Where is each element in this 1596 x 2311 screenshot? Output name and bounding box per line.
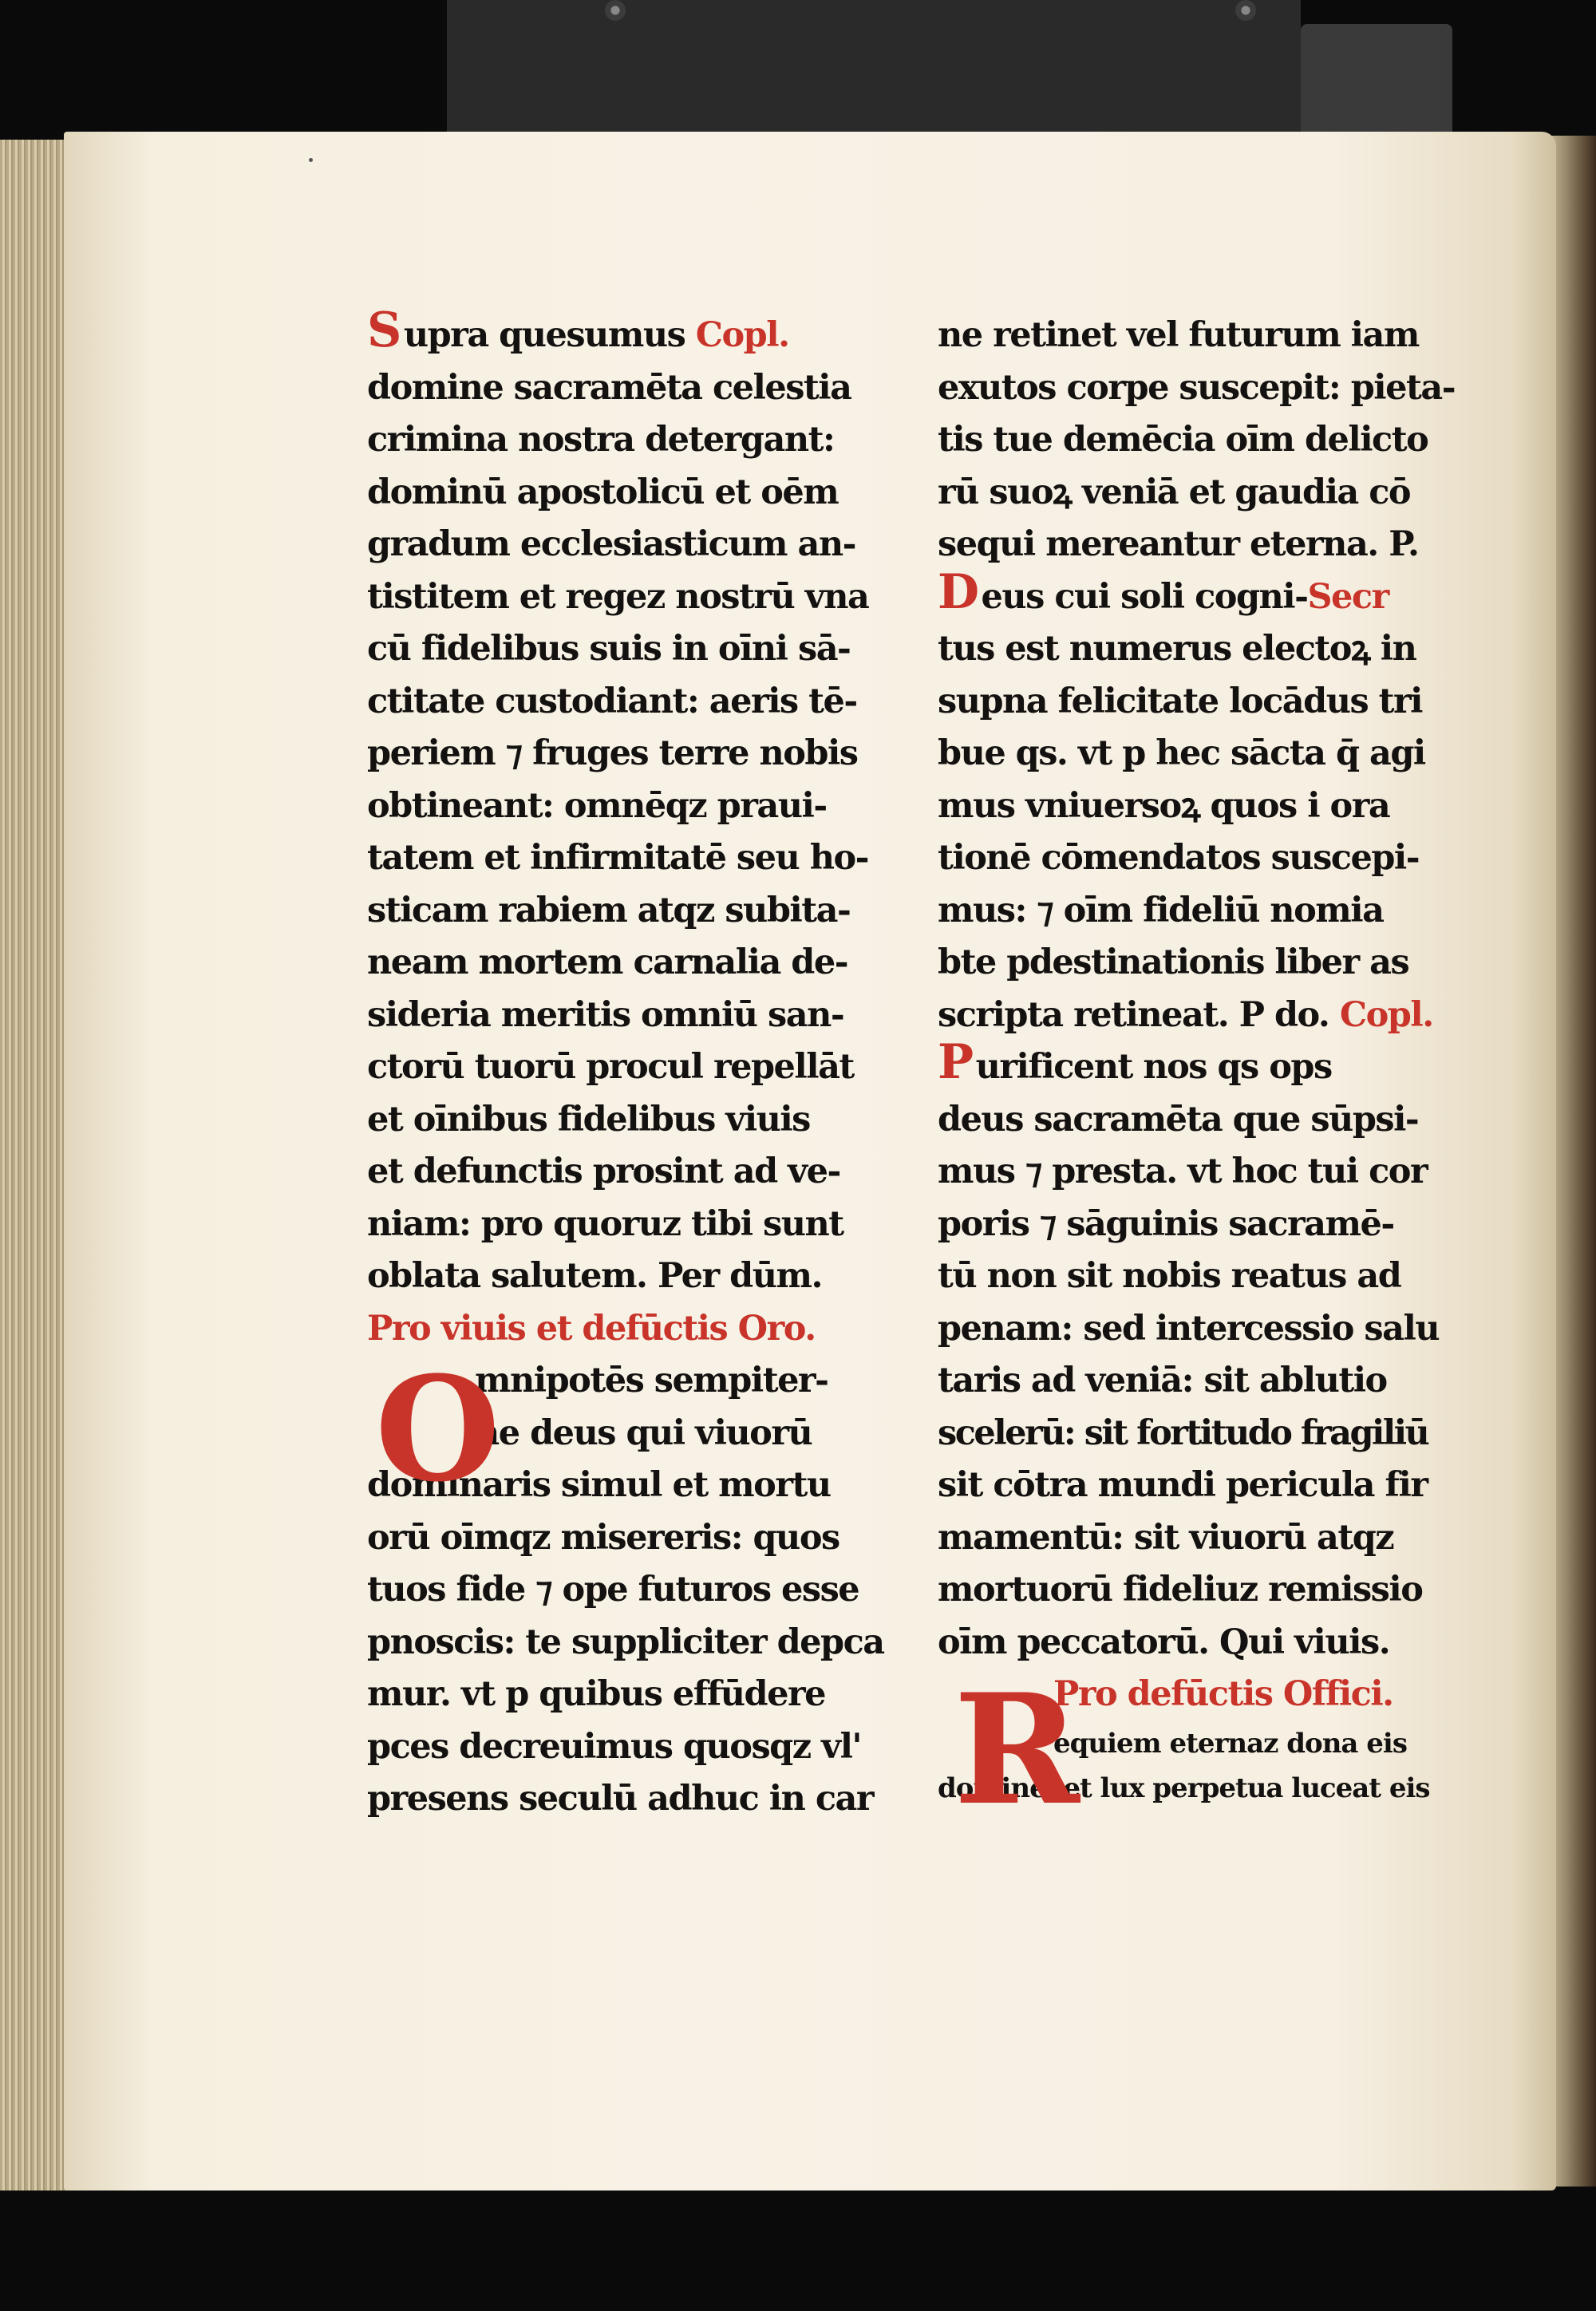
text-line: mnipotēs sempiter- <box>475 1361 828 1400</box>
decorated-initial: O <box>375 1345 500 1514</box>
screw-icon <box>605 0 626 21</box>
text-line: niam: pro quoruz tibi sunt <box>367 1203 843 1244</box>
text-line: et defunctis prosint ad ve- <box>367 1152 840 1191</box>
red-initial: D <box>938 563 978 620</box>
text-line: cū fidelibus suis in oīni sā- <box>367 629 851 669</box>
text-line: pces decreuimus quosqz vl' <box>367 1726 862 1767</box>
text-line: bte pdestinationis liber as <box>938 942 1409 982</box>
text-line: neam mortem carnalia de- <box>367 942 848 982</box>
text-line: tus est numerus electoꝝ in <box>938 629 1416 669</box>
text-line: Purificent nos qs ops <box>938 1034 1332 1090</box>
text-line: poris ⁊ sāguinis sacramē- <box>938 1203 1394 1244</box>
text-line: obtineant: omnēqz praui- <box>367 785 827 826</box>
text-line: bue qs. vt p hec sācta q̄ agi <box>938 733 1425 773</box>
text-line: pnoscis: te suppliciter depca <box>367 1622 884 1662</box>
red-initial: P <box>938 1034 973 1090</box>
text-line: gradum ecclesiasticum an- <box>367 524 855 564</box>
text-line: ctorū tuorū procul repellāt <box>367 1047 854 1087</box>
text-line: mus vniuersoꝝ quos i ora <box>938 785 1390 826</box>
text-line: exutos corpe suscepit: pieta- <box>938 367 1456 408</box>
text-line: mur. vt p quibus effūdere <box>367 1674 825 1714</box>
book-clamp-plate <box>447 0 1301 140</box>
text-line: deus sacramēta que sūpsi- <box>938 1099 1419 1140</box>
text-line: presens seculū adhuc in car <box>367 1779 874 1819</box>
text-line: scripta retineat. P do. Copl. <box>938 994 1433 1035</box>
text-line: taris ad veniā: sit ablutio <box>938 1361 1387 1400</box>
text-line: dominū apostolicū et oēm <box>367 472 839 512</box>
text-line: mortuorū fideliuz remissio <box>938 1570 1423 1610</box>
text-line: tatem et infirmitatē seu ho- <box>367 838 869 878</box>
text-line: ctitate custodiant: aeris tē- <box>367 681 857 721</box>
rubric-label: Copl. <box>695 315 789 355</box>
text-line: scelerū: sit fortitudo fragiliū <box>938 1412 1428 1453</box>
ink-dot <box>309 158 313 162</box>
text-line: mamentū: sit viuorū atqz <box>938 1517 1394 1558</box>
left-text-column <box>367 302 884 1826</box>
rubric-label: Secr <box>1307 576 1389 617</box>
text-line: tū non sit nobis reatus ad <box>938 1256 1401 1296</box>
text-line: tistitem et regez nostrū vna <box>367 576 869 617</box>
text-line: et oīnibus fidelibus viuis <box>367 1099 810 1140</box>
text-line: periem ⁊ fruges terre nobis <box>367 733 858 773</box>
text-line: oīm peccatorū. Qui viuis. <box>938 1622 1390 1662</box>
text-line: sideria meritis omniū san- <box>367 994 844 1035</box>
text-line: ne deus qui viuorū <box>475 1412 812 1453</box>
text-line: penam: sed intercessio salu <box>938 1308 1440 1349</box>
text-line: mus: ⁊ oīm fideliū nomia <box>938 890 1384 930</box>
decorated-initial: R <box>954 1661 1080 1839</box>
text-line: ne retinet vel futurum iam <box>938 315 1419 355</box>
text-line: dominaris simul et mortu <box>367 1465 831 1505</box>
text-line: Deus cui soli cogni-Secr <box>938 563 1389 620</box>
red-initial: S <box>367 302 401 358</box>
text-line: mus ⁊ presta. vt hoc tui cor <box>938 1152 1428 1191</box>
text-line: equiem eternaz dona eis <box>1053 1727 1407 1760</box>
text-line: domine. et lux perpetua luceat eis <box>938 1772 1430 1804</box>
text-line: domine sacramēta celestia <box>367 367 851 408</box>
section-heading: Pro viuis et defūctis Oro. <box>367 1308 816 1349</box>
text-line: tionē cōmendatos suscepi- <box>938 838 1420 878</box>
text-line: tis tue demēcia oīm delicto <box>938 420 1428 460</box>
text-line: orū oīmqz misereris: quos <box>367 1517 839 1558</box>
text-line: sequi mereantur eterna. P. <box>938 524 1419 564</box>
section-heading: Pro defūctis Offici. <box>1053 1674 1393 1714</box>
text-line: supna felicitate locādus tri <box>938 681 1423 721</box>
screw-icon <box>1235 0 1256 21</box>
right-text-column <box>938 310 1456 1839</box>
text-line: Supra quesumus Copl. <box>367 302 789 358</box>
text-line: crimina nostra detergant: <box>367 420 835 460</box>
text-line: sit cōtra mundi pericula fir <box>938 1465 1428 1505</box>
book-clamp-side <box>1301 24 1452 144</box>
rubric-label: Copl. <box>1339 994 1433 1035</box>
text-line: oblata salutem. Per dūm. <box>367 1256 822 1296</box>
text-line: tuos fide ⁊ ope futuros esse <box>367 1570 859 1610</box>
text-line: rū suoꝝ veniā et gaudia cō <box>938 472 1411 512</box>
text-line: sticam rabiem atqz subita- <box>367 890 851 930</box>
